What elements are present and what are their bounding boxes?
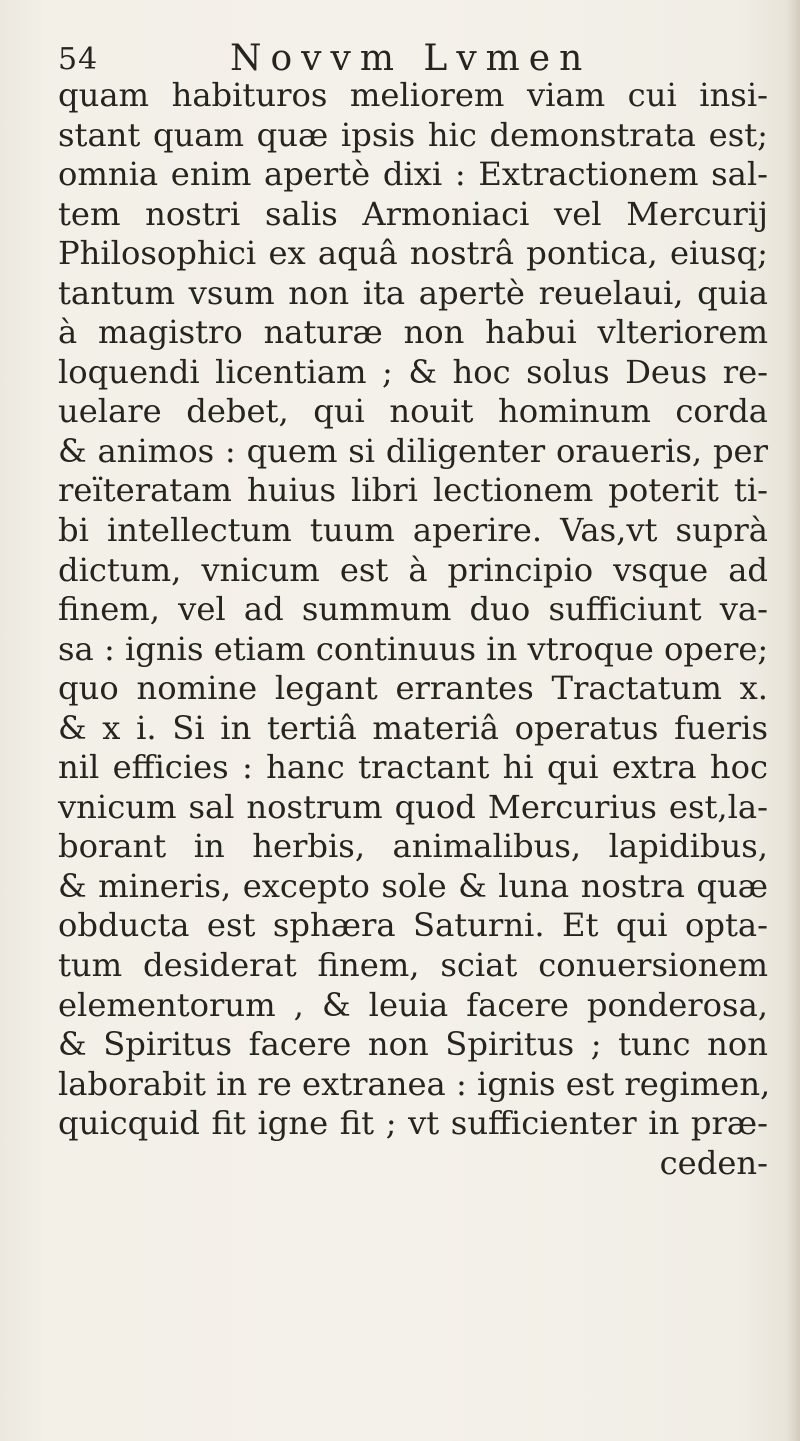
- page-edge-shadow: [786, 0, 800, 1441]
- text-line: dictum, vnicum est à principio vsque ad: [58, 550, 768, 589]
- text-line: Philosophici ex aquâ nostrâ pontica, eiusq;: [58, 234, 768, 273]
- text-line: reïteratam huius libri lectionem poterit ti-: [58, 471, 768, 510]
- text-line: elementorum , & leuia facere ponderosa,: [58, 985, 768, 1024]
- text-line: quicquid fit igne fit ; vt sufficienter in præ-: [58, 1104, 768, 1143]
- text-line: nil efficies : hanc tractant hi qui extra hoc: [58, 748, 768, 787]
- text-line: omnia enim apertè dixi : Extractionem sal-: [58, 155, 768, 194]
- text-line: quam habituros meliorem viam cui insi-: [58, 76, 768, 114]
- text-line: vnicum sal nostrum quod Mercurius est,la-: [58, 787, 768, 826]
- text-line: tantum vsum non ita apertè reuelaui, quia: [58, 273, 768, 312]
- page-number: 54: [58, 42, 99, 77]
- body-text: [58, 76, 771, 1183]
- text-line: laborabit in re extranea : ignis est regimen,: [58, 1064, 771, 1103]
- text-line: obducta est sphæra Saturni. Et qui opta-: [58, 906, 768, 945]
- text-line: & x i. Si in tertiâ materiâ operatus fueris: [58, 708, 768, 747]
- text-line: loquendi licentiam ; & hoc solus Deus re-: [58, 352, 768, 391]
- text-line: uelare debet, qui nouit hominum corda: [58, 392, 768, 431]
- text-line: tem nostri salis Armoniaci vel Mercurij: [58, 194, 768, 233]
- text-line: sa : ignis etiam continuus in vtroque opere;: [58, 629, 769, 668]
- running-title: Novvm Lvmen: [230, 38, 592, 79]
- text-line: borant in herbis, animalibus, lapidibus,: [58, 827, 768, 866]
- catchword: ceden-: [659, 1143, 768, 1182]
- text-line: à magistro naturæ non habui vlteriorem: [58, 313, 768, 352]
- text-line: quo nomine legant errantes Tractatum x.: [58, 669, 768, 708]
- text-line: bi intellectum tuum aperire. Vas,vt suprà: [58, 511, 768, 550]
- text-line: & mineris, excepto sole & luna nostra quæ: [58, 866, 768, 905]
- text-line: tum desiderat finem, sciat conuersionem: [58, 946, 768, 985]
- text-line: & Spiritus facere non Spiritus ; tunc non: [58, 1025, 768, 1064]
- text-line: stant quam quæ ipsis hic demonstrata est;: [58, 115, 768, 154]
- text-line: & animos : quem si diligenter oraueris, per: [58, 431, 768, 470]
- text-line: finem, vel ad summum duo sufficiunt va-: [58, 590, 768, 629]
